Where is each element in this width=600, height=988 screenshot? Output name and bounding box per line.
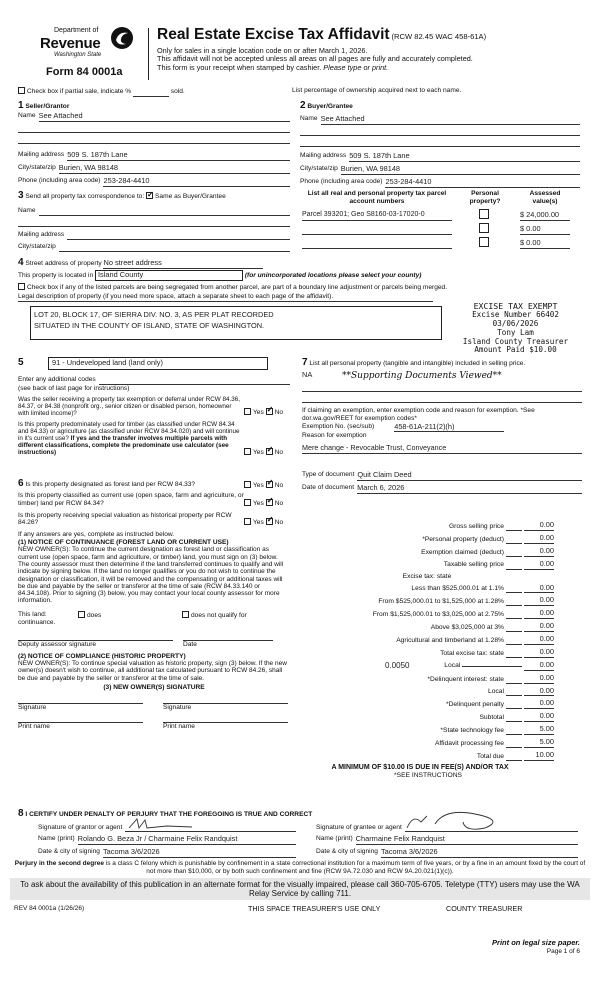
partial-sale-label: Check box if partial sale, indicate % — [27, 88, 132, 95]
parcel-row — [302, 209, 582, 221]
partial-sale-checkbox[interactable] — [18, 87, 25, 94]
tax-row — [302, 751, 554, 761]
header-line2: This affidavit will not be accepted unless all areas on all pages are fully and accurately completed. — [157, 54, 473, 64]
tax-row — [302, 596, 554, 606]
certify-text: I CERTIFY UNDER PENALTY OF PERJURY THAT THE FOREGOING IS TRUE AND CORRECT — [25, 811, 313, 818]
sec5-q1-yes[interactable] — [244, 408, 251, 415]
sec8-num: 8 — [18, 808, 24, 819]
yes-label: Yes — [253, 499, 264, 507]
tax-row-label: *Delinquent penalty — [446, 701, 504, 709]
tax-row-value[interactable]: 0.00 — [524, 712, 554, 722]
stamp-line-1: EXCISE TAX EXEMPT — [473, 301, 558, 311]
doc-date-label: Date of document — [302, 483, 355, 491]
new-owner-signature-2[interactable]: Signature — [163, 703, 288, 711]
tax-row-label: *Personal property (deduct) — [422, 535, 504, 543]
deputy-date-label[interactable]: Date — [183, 640, 273, 648]
form-rcw: (RCW 82.45 WAC 458-61A) — [391, 32, 487, 41]
no-label: No — [274, 499, 284, 507]
form-title: Real Estate Excise Tax Affidavit — [157, 26, 390, 43]
reason-label: Reason for exemption — [302, 432, 367, 440]
tax-row-value[interactable]: 0.00 — [524, 547, 554, 557]
tax-row-label: From $525,000.01 to $1,525,000 at 1.28% — [378, 598, 504, 606]
sec5-q1: Was the seller receiving a property tax exemption or deferral under RCW 84.36, 84.37, or 84.38 (nonprofit org., senior citizen or disabled person, homeowner with limited income)? — [18, 395, 241, 417]
seller-name-label: Name — [18, 112, 36, 119]
partial-sale-row — [18, 87, 185, 97]
tax-row-value[interactable]: 0.00 — [524, 699, 554, 709]
tax-row — [302, 622, 554, 632]
sec3-city-field[interactable] — [59, 243, 290, 252]
no-label: No — [274, 409, 284, 417]
legal-desc-label: Legal description of property (if you need more space, attach a separate sheet to each page of the affidavit). — [18, 293, 433, 302]
tax-row-label: Total due — [476, 752, 504, 760]
sec7-text: List all personal property (tangible and intangible) included in selling price. — [309, 360, 526, 367]
yes-label: Yes — [253, 409, 264, 417]
sec5-q2-no[interactable] — [266, 448, 273, 455]
buyer-title: Buyer/Grantee — [307, 103, 353, 110]
tax-row — [302, 635, 554, 645]
see-instructions: *SEE INSTRUCTIONS — [394, 772, 462, 780]
continuance-label: continuance. — [18, 618, 56, 626]
stamp-line-4: Tony Lam — [497, 327, 534, 337]
street-label: Street address of property — [25, 260, 102, 267]
tax-row-value[interactable]: 5.00 — [524, 725, 554, 735]
tax-row — [302, 674, 554, 684]
tax-row — [302, 521, 554, 531]
seller-city-label: City/state/zip — [18, 163, 56, 171]
grantee-signature-field[interactable] — [405, 822, 578, 832]
sec6-q3: Is this property receiving special valuation as historical property per RCW 84.26? — [18, 511, 232, 527]
stamp-line-6: Amount Paid $10.00 — [474, 345, 557, 355]
seller-name-field[interactable]: See Attached — [39, 112, 290, 122]
tax-row-label: *Delinquent interest: state — [427, 675, 504, 683]
yes-label: Yes — [253, 481, 264, 489]
tax-row-value[interactable]: 0.00 — [524, 609, 554, 619]
tax-row — [302, 725, 554, 735]
legal-line-1: LOT 20, BLOCK 17, OF SIERRA DIV. NO. 3, AS PER PLAT RECORDED — [34, 310, 274, 319]
grantor-signature-block — [38, 822, 296, 858]
personal-property-checkbox-3[interactable] — [479, 237, 489, 247]
land-does-not-checkbox[interactable] — [182, 611, 189, 618]
tax-row-label: Total excise tax: state — [440, 649, 504, 657]
notice2-body: NEW OWNER(S): To continue special valuation as historic property, sign (3) below. If the new owner(s) doesn't wish to continue, all additional tax calculated pursuant to RCW 84.26, shall be due and payable by the seller or transferor at the time of sale. — [18, 660, 287, 682]
buyer-city-field[interactable]: Burien, WA 98148 — [341, 165, 580, 175]
seller-mail-label: Mailing address — [18, 150, 65, 158]
yes-label: Yes — [253, 448, 264, 456]
seller-phone-field[interactable]: 253-284-4410 — [103, 177, 290, 187]
seller-num: 1 — [18, 100, 24, 111]
dept-revenue: Revenue — [40, 35, 101, 52]
parcel-account-2[interactable] — [302, 226, 452, 235]
dept-line1: Department of — [54, 27, 99, 34]
buyer-mail-field[interactable]: 509 S. 187th Lane — [349, 152, 580, 162]
does-not-label: does not qualify for — [191, 611, 247, 619]
sec6-q2-no[interactable] — [266, 499, 273, 506]
parcel-row — [302, 237, 582, 249]
partial-pct-field[interactable] — [133, 88, 169, 97]
parcel-row — [302, 223, 582, 235]
tax-row-value[interactable]: 5.00 — [524, 738, 554, 748]
buyer-section — [300, 100, 580, 188]
tax-row-value[interactable]: 0.00 — [524, 521, 554, 531]
form-number: Form 84 0001a — [46, 66, 123, 78]
tax-row — [302, 712, 554, 722]
personal-property-checkbox-2[interactable] — [479, 223, 489, 233]
reason-field[interactable]: Mere change - Revocable Trust, Conveyance — [302, 444, 582, 454]
tax-row-value[interactable]: 10.00 — [524, 751, 554, 761]
tax-row — [302, 547, 554, 557]
parcel-header-assessed: Assessed value(s) — [529, 190, 561, 205]
land-use-section — [18, 357, 290, 456]
buyer-num: 2 — [300, 100, 306, 111]
stamp-line-3: 03/06/2026 — [492, 319, 539, 329]
tax-row-label: Above $3,025,000 at 3% — [430, 624, 504, 631]
grantor-date-field[interactable]: Tacoma 3/6/2026 — [103, 848, 296, 858]
grantee-name-field[interactable]: Charmaine Felix Randquist — [356, 835, 578, 845]
sec3-city-label: City/state/zip — [18, 242, 56, 250]
sec3-name-label: Name — [18, 207, 36, 214]
local-rate: 0.0050 — [385, 661, 410, 671]
tax-row-label: Agricultural and timberland at 1.28% — [396, 636, 504, 644]
parcel-table — [302, 190, 582, 249]
form-title-block — [157, 26, 577, 73]
tax-row-label: Excise tax: state — [402, 572, 452, 580]
local-rate-row — [302, 661, 554, 671]
exempt-text: If claiming an exemption, enter exemption code and reason for exemption. *See dor.wa.gov/REET for exemption codes* — [302, 406, 535, 422]
notice1-title: (1) NOTICE OF CONTINUANCE (FOREST LAND OR CURRENT USE) — [18, 539, 229, 547]
does-label: does — [87, 611, 102, 619]
grantee-sig-label: Signature of grantee or agent — [316, 824, 402, 832]
notice3-title: (3) NEW OWNER(S) SIGNATURE — [103, 683, 205, 691]
legal-description-box[interactable] — [30, 306, 442, 340]
tax-row-value[interactable]: 0.00 — [524, 635, 554, 645]
notice1-body: NEW OWNER(S): To continue the current designation as forest land or classification as current use (open space, farm and agriculture, or timber) land, you must sign on (3) below. The county assessor must then determine if the land transferred continues to qualify and will indicate by signing below. If the land no longer qualifies or you do not wish to continue the designation or classification, it will be removed and the compensating or additional taxes will be due and payable by the seller or transferor at the time of sale (RCW 84.33.140 or 84.34.108). Prior to signing (3) below, you may contact your local county assessor for more information. — [18, 546, 284, 605]
sec6-q1-yes[interactable] — [244, 481, 251, 488]
land-use-code-select[interactable]: 91 - Undeveloped land (land only) — [48, 357, 268, 370]
tax-row — [302, 609, 554, 619]
treasurer-only-label: THIS SPACE TREASURER'S USE ONLY — [248, 904, 381, 913]
doc-date-field[interactable]: March 6, 2026 — [357, 484, 582, 494]
header-line3-italic: Please type or print. — [323, 63, 389, 73]
dor-logo — [40, 26, 150, 60]
tax-row-label: Gross selling price — [448, 522, 504, 530]
sec6-q3-no[interactable] — [266, 518, 273, 525]
personal-property-field[interactable]: NA — [302, 370, 313, 379]
grantee-name-label: Name (print) — [316, 835, 353, 842]
new-owner-print-2[interactable]: Print name — [163, 722, 288, 730]
perjury-notice — [10, 860, 590, 876]
tax-row — [302, 534, 554, 544]
tax-row-value[interactable]: 0.00 — [524, 687, 554, 697]
local-label: Local — [444, 661, 461, 669]
parcel-header-personal: Personal property? — [469, 190, 501, 205]
property-location-section — [18, 257, 583, 302]
buyer-phone-label: Phone (including area code) — [300, 177, 383, 185]
no-label: No — [274, 481, 284, 489]
tax-row-value[interactable]: 0.00 — [524, 534, 554, 544]
no-label: No — [274, 448, 284, 456]
same-as-buyer-checkbox[interactable] — [146, 192, 153, 199]
segregated-label: Check box if any of the listed parcels are being segregated from another parcel, are part of a boundary line adjustment or parcels being merged. — [27, 283, 448, 291]
grantee-signature-block — [316, 822, 578, 858]
seller-mail-field[interactable]: 509 S. 187th Lane — [67, 151, 290, 161]
grantor-sig-label: Signature of grantor or agent — [38, 824, 123, 832]
grantor-signature-field[interactable] — [125, 822, 296, 832]
grantee-date-label: Date & city of signing — [316, 847, 378, 855]
tax-correspondence-section — [18, 190, 290, 252]
seller-phone-label: Phone (including area code) — [18, 176, 101, 184]
tax-row-value[interactable]: 0.00 — [524, 648, 554, 658]
tax-row — [302, 560, 554, 570]
this-land-label: This land: — [18, 610, 47, 618]
assessed-value-2[interactable]: $ 0.00 — [520, 225, 570, 235]
tax-row — [332, 573, 554, 581]
tax-row-label: Affidavit processing fee — [434, 739, 504, 747]
county-note: (for unincorporated locations please select your county) — [244, 272, 422, 279]
sec6-num: 6 — [18, 478, 24, 489]
grantee-signature-scribble — [405, 810, 515, 832]
grantor-signature-scribble — [127, 816, 197, 832]
header-line3: This form is your receipt when stamped by cashier. — [157, 63, 322, 73]
tax-row-label: Less than $525,000.01 at 1.1% — [411, 585, 504, 593]
sec5-num: 5 — [18, 357, 24, 369]
sec3-mail-label: Mailing address — [18, 230, 65, 238]
tax-row-label: Exemption claimed (deduct) — [421, 548, 504, 556]
sec6-ifany: If any answers are yes, complete as instructed below. — [18, 530, 175, 538]
assessed-value-1[interactable]: $ 24,000.00 — [520, 211, 570, 221]
addl-codes-field[interactable] — [99, 376, 290, 385]
tax-row-label: Taxable selling price — [443, 561, 504, 569]
tax-row-value[interactable]: 0.00 — [524, 560, 554, 570]
sec3-name-field[interactable] — [39, 207, 290, 216]
buyer-mail-label: Mailing address — [300, 151, 347, 159]
county-select[interactable]: Island County — [95, 270, 243, 281]
treasurer-stamp — [448, 302, 583, 355]
sec5-q2a: Is this property predominately used for timber (as classified under RCW 84.34 and 84.33) or agriculture (as classified under RCW 84.34.020) and will continue in it's current use? — [18, 420, 240, 442]
local-value[interactable]: 0.00 — [524, 661, 554, 671]
sec3-num: 3 — [18, 190, 24, 201]
alt-format-banner: To ask about the availability of this publication in an alternate format for the visually impaired, please call 360-705-6705. Teletype (TTY) users may use the WA Relay Service by calling 711. — [10, 878, 590, 900]
tax-row — [302, 699, 554, 709]
sec6-q2-yes[interactable] — [244, 499, 251, 506]
grantee-date-field[interactable]: Tacoma 3/6/2026 — [381, 848, 578, 858]
partial-sold: sold. — [170, 88, 185, 95]
sec3-mail-field[interactable] — [67, 231, 290, 240]
tax-row-label: *State technology fee — [440, 727, 504, 734]
tax-row-label: From $1,525,000.01 to $3,025,000 at 2.75% — [372, 611, 504, 619]
minimum-due-note: A MINIMUM OF $10.00 IS DUE IN FEE(S) AND/OR TAX — [331, 763, 509, 771]
stamp-line-5: Island County Treasurer — [462, 336, 569, 346]
deputy-signature-label[interactable]: Deputy assessor signature — [18, 640, 173, 648]
grantor-name-label: Name (print) — [38, 835, 75, 842]
tax-row — [302, 648, 554, 658]
tax-row — [302, 738, 554, 748]
tax-row-value[interactable]: 0.00 — [524, 584, 554, 594]
perjury-text: is a class C felony which is punishable by confinement in a state correctional institution for a maximum term of five years, or by a fine in an amount fixed by the court of not more than $10,000, or by both such confinement and fine (RCW 9A.72.030 and RCW 9A.20.021(1)(c)). — [104, 860, 586, 875]
list-pct-note: List percentage of ownership acquired next to each name. — [292, 87, 462, 94]
sec6-q1: Is this property designated as forest land per RCW 84.33? — [25, 481, 196, 488]
new-owner-signature-1[interactable]: Signature — [18, 703, 143, 711]
sec7-num: 7 — [302, 357, 308, 368]
dor-emblem-icon — [110, 26, 134, 50]
legal-paper-note: Print on legal size paper. — [492, 938, 580, 947]
grantor-name-field[interactable]: Rolando G. Beza Jr / Charmaine Felix Randquist — [78, 835, 296, 845]
stamp-line-2: Excise Number 66402 — [472, 310, 559, 320]
doc-type-field[interactable]: Quit Claim Deed — [357, 471, 582, 481]
tax-row — [302, 687, 554, 697]
sec6-q3-yes[interactable] — [244, 518, 251, 525]
seller-city-field[interactable]: Burien, WA 98148 — [59, 164, 290, 174]
perjury-bold: Perjury in the second degree — [14, 860, 104, 867]
seller-section — [18, 100, 290, 187]
sec5-q2-yes[interactable] — [244, 448, 251, 455]
no-label: No — [274, 519, 284, 527]
revision-code: REV 84 0001a (1/26/26) — [14, 905, 85, 912]
addl-codes-note: (see back of last page for instructions) — [18, 384, 130, 392]
new-owner-print-1[interactable]: Print name — [18, 722, 143, 730]
addl-codes-label: Enter any additional codes — [18, 375, 96, 383]
personal-property-checkbox-1[interactable] — [479, 209, 489, 219]
legal-line-2: SITUATED IN THE COUNTY OF ISLAND, STATE OF WASHINGTON. — [34, 320, 265, 330]
sec3-same: Same as Buyer/Grantee — [155, 193, 226, 200]
seller-title: Seller/Grantor — [25, 103, 70, 110]
sec6-q1-no[interactable] — [266, 481, 273, 488]
forest-land-section — [18, 478, 290, 730]
located-in-label: This property is located in — [18, 272, 94, 279]
segregated-checkbox[interactable] — [18, 283, 25, 290]
header-line1: Only for sales in a single location code on or after March 1, 2026. — [157, 45, 368, 55]
exempt-no-label: Exemption No. (sec/sub) — [302, 422, 375, 430]
parcel-account-1[interactable]: Parcel 393201; Geo S8160-03-17020-0 — [302, 211, 452, 220]
notice2-title: (2) NOTICE OF COMPLIANCE (HISTORIC PROPERTY) — [18, 652, 186, 660]
buyer-name-label: Name — [300, 115, 318, 122]
parcel-account-3[interactable] — [302, 240, 452, 249]
page-number: Page 1 of 6 — [546, 948, 580, 955]
tax-row-label: Local — [488, 688, 504, 696]
tax-row-value[interactable]: 0.00 — [524, 674, 554, 684]
sec5-q2b: If yes and the transfer involves multiple parcels with different classifications, complete the predominate use calculator (see instructions) — [18, 434, 229, 457]
parcel-header-accounts: List all real and personal property tax parcel account numbers — [307, 190, 447, 205]
exempt-no-field[interactable]: 458-61A-211(2)(h) — [394, 423, 504, 433]
personal-property-section — [302, 357, 582, 494]
street-address-field[interactable]: No street address — [103, 259, 263, 269]
tax-row-label: Subtotal — [479, 714, 504, 722]
land-does-checkbox[interactable] — [78, 611, 85, 618]
grantor-date-label: Date & city of signing — [38, 847, 100, 855]
buyer-phone-field[interactable]: 253-284-4410 — [385, 178, 580, 188]
dept-line3: Washington State — [54, 52, 102, 58]
sec3-text: Send all property tax correspondence to: — [25, 193, 145, 200]
yes-label: Yes — [253, 519, 264, 527]
tax-row-value[interactable]: 0.00 — [524, 622, 554, 632]
tax-row — [302, 584, 554, 594]
doc-type-label: Type of document — [302, 471, 355, 479]
sec6-q2: Is this property classified as current use (open space, farm and agriculture, or timber) land per RCW 84.34? — [18, 492, 244, 507]
sec5-q1-no[interactable] — [266, 408, 273, 415]
tax-computation — [302, 518, 554, 780]
sec4-num: 4 — [18, 257, 24, 268]
assessed-value-3[interactable]: $ 0.00 — [520, 239, 570, 249]
tax-row-value[interactable]: 0.00 — [524, 596, 554, 606]
supporting-docs-note: **Supporting Documents Viewed** — [342, 371, 502, 381]
buyer-name-field[interactable]: See Attached — [321, 115, 580, 125]
buyer-city-label: City/state/zip — [300, 164, 338, 172]
county-treasurer-label: COUNTY TREASURER — [446, 904, 523, 913]
